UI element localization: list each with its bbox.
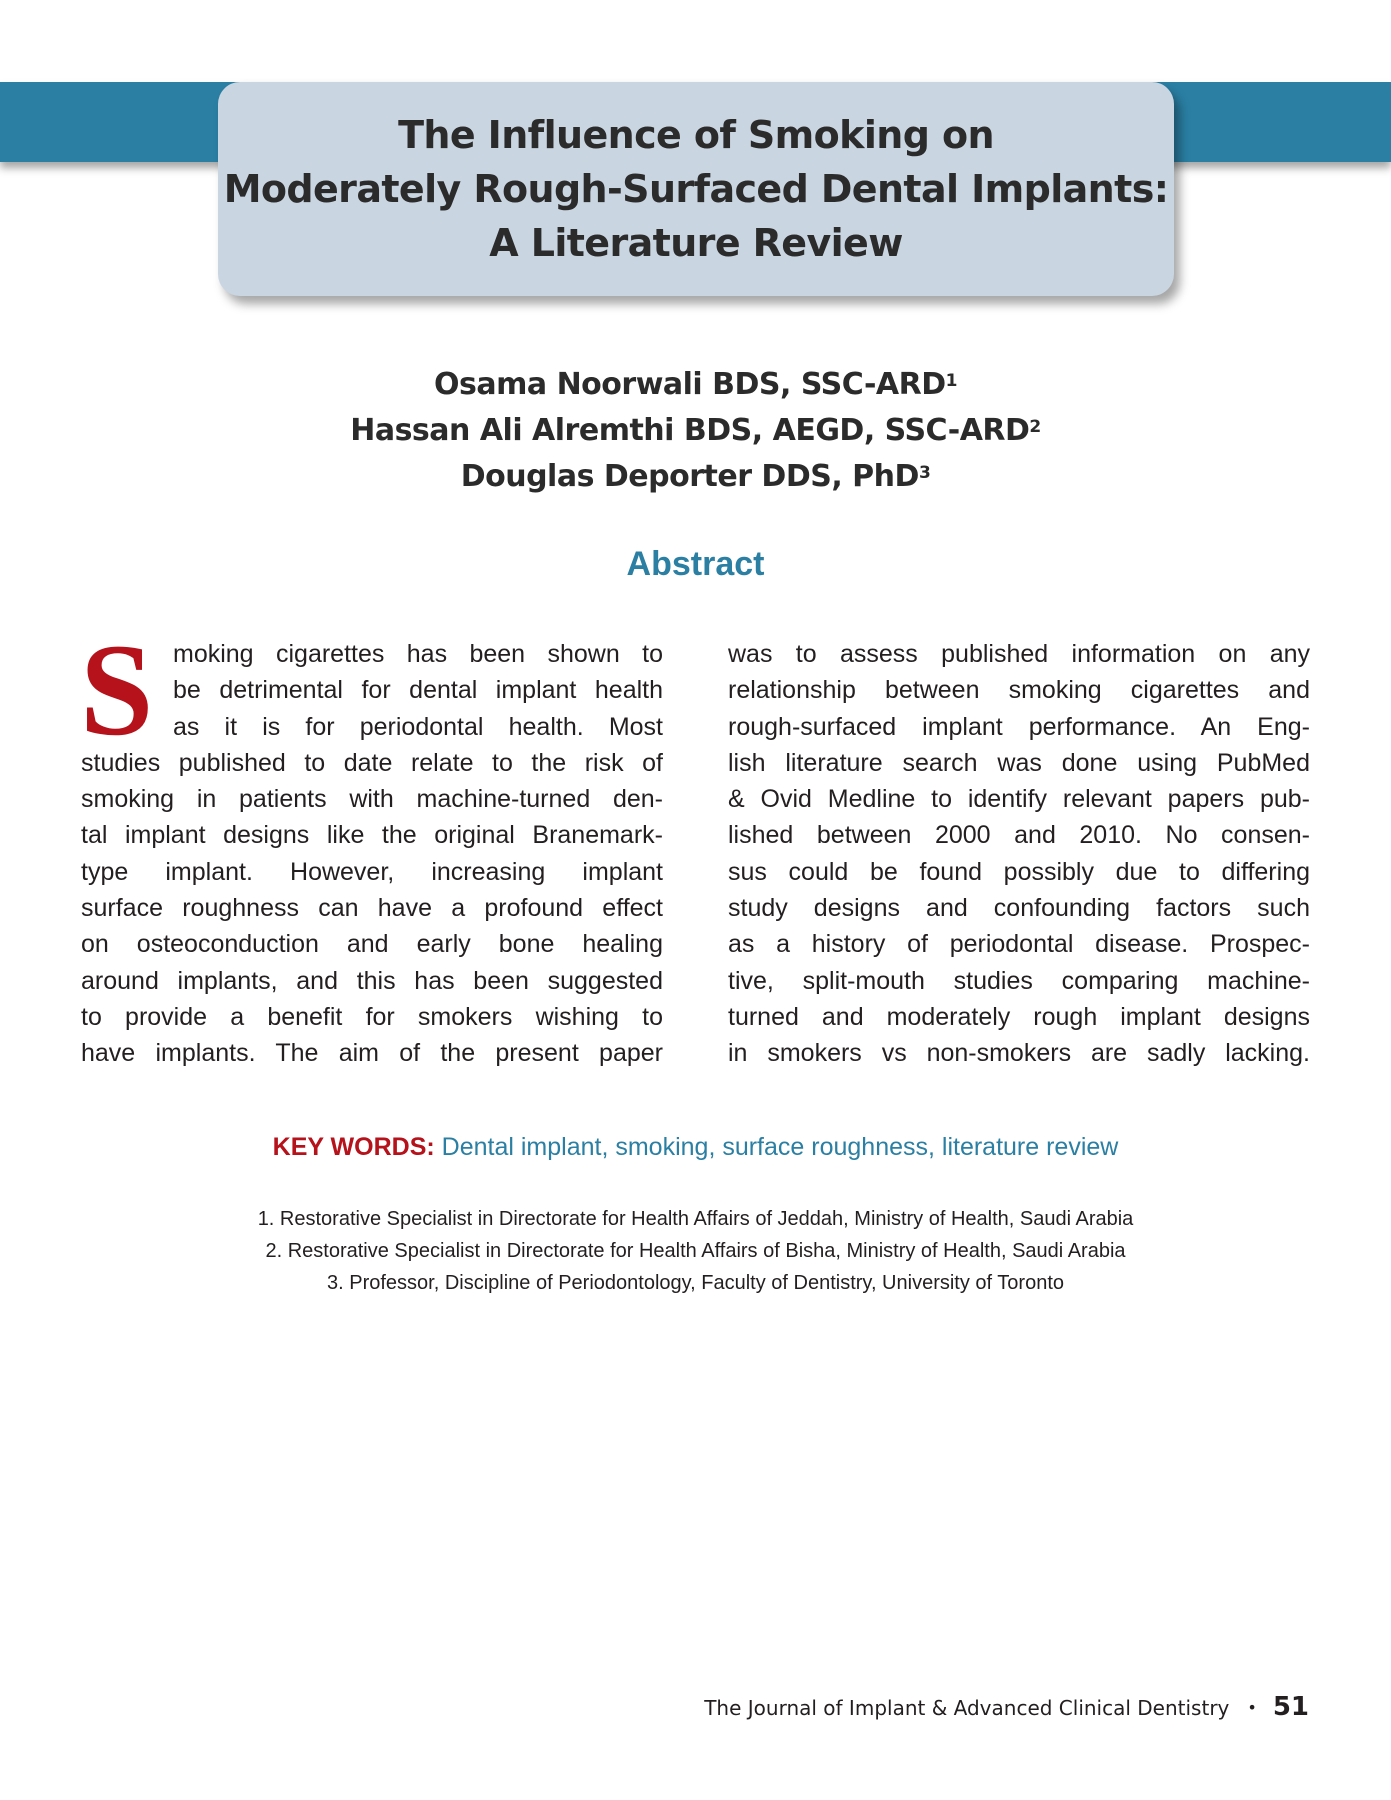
abstract-line: lished between 2000 and 2010. No consen- (728, 821, 1310, 850)
author (0, 408, 1391, 454)
abstract-line: in smokers vs non-smokers are sadly lacking. (728, 1039, 1310, 1068)
title-line: Moderately Rough-Surfaced Dental Implants: (223, 167, 1169, 211)
abstract-line: moking cigarettes has been shown to (173, 640, 663, 668)
journal-name: The Journal of Implant & Advanced Clinical Dentistry (704, 1696, 1230, 1720)
author-name: Douglas Deporter DDS, PhD (460, 459, 919, 494)
affiliation-list (0, 1203, 1391, 1299)
abstract-line: relationship between smoking cigarettes and (728, 676, 1310, 705)
abstract-line: as it is for periodontal health. Most (173, 712, 663, 741)
abstract-heading: Abstract (626, 545, 765, 583)
abstract-line: tal implant designs like the original Branemark- (81, 821, 663, 850)
abstract-line: & Ovid Medline to identify relevant papers pub- (728, 785, 1310, 814)
abstract-line: study designs and confounding factors such (728, 894, 1310, 923)
page-footer (704, 1692, 1309, 1722)
abstract-line: smoking in patients with machine-turned den- (81, 785, 663, 814)
abstract-line: rough-surfaced implant performance. An Eng- (728, 712, 1310, 741)
abstract-line: around implants, and this has been suggested (81, 966, 663, 995)
affiliation: 3. Professor, Discipline of Periodontology, Faculty of Dentistry, University of Toronto (327, 1272, 1064, 1294)
abstract-line: type implant. However, increasing implant (81, 857, 663, 886)
abstract-column-left (81, 636, 663, 1072)
title-line: A Literature Review (489, 221, 903, 265)
page-number: 51 (1272, 1692, 1309, 1722)
abstract-line: to provide a benefit for smokers wishing to (81, 1002, 663, 1031)
abstract-line: as a history of periodontal disease. Prospec- (728, 930, 1310, 959)
abstract-column-right (728, 636, 1310, 1072)
author-affiliation-marker: 2 (1029, 417, 1041, 437)
abstract-line: studies published to date relate to the risk of (81, 748, 663, 777)
author-name: Hassan Ali Alremthi BDS, AEGD, SSC-ARD (350, 413, 1030, 448)
author-affiliation-marker: 1 (945, 371, 957, 391)
title-line: The Influence of Smoking on (398, 113, 994, 157)
author-affiliation-marker: 3 (918, 463, 931, 483)
abstract-line: turned and moderately rough implant designs (728, 1002, 1310, 1031)
abstract-line: surface roughness can have a profound effect (81, 894, 663, 923)
abstract-line: was to assess published information on any (728, 640, 1310, 668)
abstract-line: have implants. The aim of the present paper (81, 1039, 663, 1068)
affiliation: 2. Restorative Specialist in Directorate for Health Affairs of Bisha, Ministry of Health, Saudi Arabia (265, 1240, 1126, 1262)
bullet-separator: • (1247, 1698, 1257, 1717)
title-box (218, 82, 1174, 296)
abstract-line: on osteoconduction and early bone healing (81, 930, 663, 959)
author-list (0, 362, 1391, 500)
abstract-line: tive, split-mouth studies comparing machine- (728, 966, 1310, 995)
abstract-line: be detrimental for dental implant health (173, 676, 663, 705)
keywords (0, 1133, 1391, 1162)
author (0, 362, 1391, 408)
article-title (224, 108, 1169, 270)
affiliation: 1. Restorative Specialist in Directorate for Health Affairs of Jeddah, Ministry of Health, Saudi Arabia (257, 1208, 1134, 1230)
keywords-label: KEY WORDS: (272, 1133, 435, 1161)
abstract-line: sus could be found possibly due to differing (728, 857, 1310, 886)
author (0, 454, 1391, 500)
abstract-line: lish literature search was done using PubMed (728, 748, 1310, 777)
keywords-text: Dental implant, smoking, surface roughness, literature review (441, 1133, 1119, 1161)
drop-cap: S (80, 616, 154, 763)
author-name: Osama Noorwali BDS, SSC-ARD (434, 367, 946, 402)
